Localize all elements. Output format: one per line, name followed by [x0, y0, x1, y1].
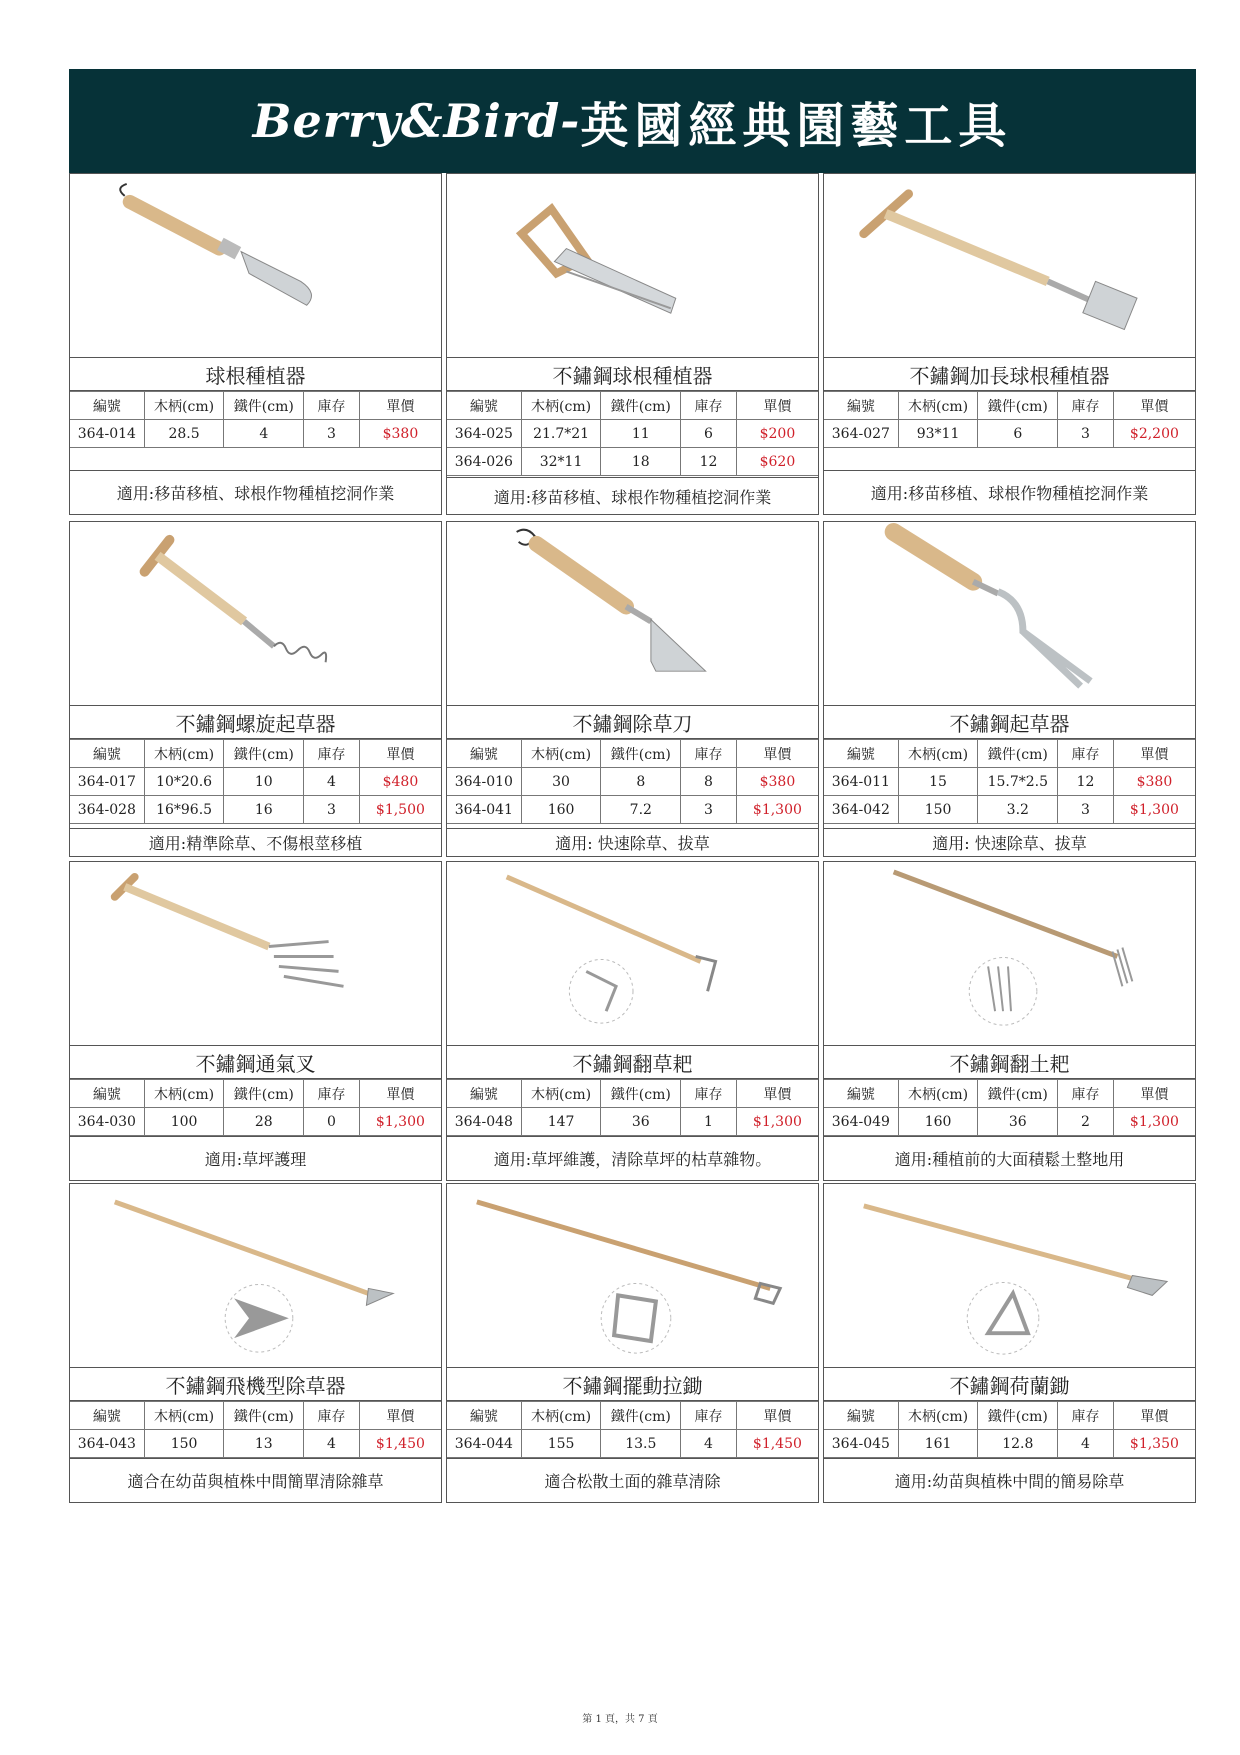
- product-card: [823, 1183, 1196, 1503]
- cell-iron: 4: [224, 420, 304, 448]
- product-title: 不鏽鋼通氣叉: [70, 1046, 441, 1079]
- column-header: 木柄(cm): [521, 1402, 601, 1430]
- usage-note: 適用: 快速除草、拔草: [824, 828, 1195, 856]
- usage-note: 適用:種植前的大面積鬆土整地用: [824, 1136, 1195, 1180]
- column-header: 單價: [1113, 740, 1195, 768]
- column-header: 單價: [359, 1080, 441, 1108]
- cell-wood: 161: [898, 1430, 978, 1458]
- cell-wood: 100: [144, 1108, 224, 1136]
- table-row: [447, 796, 818, 824]
- spec-table: [824, 1079, 1195, 1136]
- product-card: [446, 861, 819, 1181]
- column-header: 庫存: [304, 1080, 360, 1108]
- column-header: 庫存: [304, 1402, 360, 1430]
- cell-stock: 3: [1058, 796, 1114, 824]
- cell-stock: 8: [681, 768, 737, 796]
- column-header: 鐵件(cm): [978, 1402, 1058, 1430]
- column-header: 鐵件(cm): [224, 392, 304, 420]
- cell-code: 364-045: [824, 1430, 898, 1458]
- column-header: 鐵件(cm): [601, 392, 681, 420]
- cell-wood: 147: [521, 1108, 601, 1136]
- cell-price: $1,450: [736, 1430, 818, 1458]
- cell-iron: 8: [601, 768, 681, 796]
- brand-logo: Berry&Bird-: [252, 94, 581, 148]
- cell-iron: 6: [978, 420, 1058, 448]
- cell-code: 364-011: [824, 768, 898, 796]
- usage-note: 適用:幼苗與植株中間的簡易除草: [824, 1458, 1195, 1502]
- column-header: 編號: [70, 392, 144, 420]
- column-header: 木柄(cm): [898, 1080, 978, 1108]
- product-title: 不鏽鋼加長球根種植器: [824, 358, 1195, 391]
- cell-iron: 13.5: [601, 1430, 681, 1458]
- spec-table: [824, 1401, 1195, 1458]
- cell-iron: 18: [601, 448, 681, 476]
- cell-stock: 3: [681, 796, 737, 824]
- usage-note: 適用:移苗移植、球根作物種植挖洞作業: [824, 470, 1195, 514]
- cell-iron: 10: [224, 768, 304, 796]
- cell-code: 364-010: [447, 768, 521, 796]
- cell-stock: 1: [681, 1108, 737, 1136]
- column-header: 編號: [70, 1402, 144, 1430]
- column-header: 木柄(cm): [521, 1080, 601, 1108]
- table-row: [447, 448, 818, 476]
- product-title: 不鏽鋼螺旋起草器: [70, 706, 441, 739]
- cell-wood: 93*11: [898, 420, 978, 448]
- usage-note: 適用:草坪護理: [70, 1136, 441, 1180]
- cell-wood: 30: [521, 768, 601, 796]
- column-header: 鐵件(cm): [978, 740, 1058, 768]
- cell-stock: 12: [681, 448, 737, 476]
- cell-iron: 7.2: [601, 796, 681, 824]
- cell-wood: 150: [144, 1430, 224, 1458]
- cell-stock: 4: [1058, 1430, 1114, 1458]
- cell-stock: 6: [681, 420, 737, 448]
- spec-table: [824, 739, 1195, 824]
- cell-code: 364-025: [447, 420, 521, 448]
- column-header: 鐵件(cm): [978, 392, 1058, 420]
- cell-wood: 28.5: [144, 420, 224, 448]
- column-header: 編號: [447, 1080, 521, 1108]
- cell-wood: 10*20.6: [144, 768, 224, 796]
- cell-code: 364-030: [70, 1108, 144, 1136]
- product-card: [69, 173, 442, 515]
- cell-price: $1,300: [1113, 1108, 1195, 1136]
- cell-price: $200: [736, 420, 818, 448]
- column-header: 庫存: [304, 740, 360, 768]
- cell-code: 364-048: [447, 1108, 521, 1136]
- cell-stock: 4: [681, 1430, 737, 1458]
- cell-code: 364-042: [824, 796, 898, 824]
- product-image: [447, 522, 818, 706]
- cell-stock: 0: [304, 1108, 360, 1136]
- cell-code: 364-044: [447, 1430, 521, 1458]
- cell-price: $1,300: [736, 1108, 818, 1136]
- column-header: 編號: [824, 740, 898, 768]
- cell-price: $380: [359, 420, 441, 448]
- product-row: [69, 521, 1196, 857]
- cell-iron: 16: [224, 796, 304, 824]
- cell-wood: 21.7*21: [521, 420, 601, 448]
- column-header: 鐵件(cm): [978, 1080, 1058, 1108]
- page-number: 第 1 頁，共 7 頁: [582, 1714, 658, 1725]
- spec-table: [70, 391, 441, 448]
- usage-note: 適合在幼苗與植株中間簡單清除雜草: [70, 1458, 441, 1502]
- cell-wood: 16*96.5: [144, 796, 224, 824]
- product-card: [823, 521, 1196, 857]
- product-row: [69, 861, 1196, 1181]
- product-row: [69, 1183, 1196, 1503]
- cell-wood: 160: [898, 1108, 978, 1136]
- column-header: 編號: [447, 1402, 521, 1430]
- column-header: 單價: [359, 740, 441, 768]
- cell-iron: 28: [224, 1108, 304, 1136]
- column-header: 單價: [1113, 1402, 1195, 1430]
- column-header: 庫存: [1058, 740, 1114, 768]
- usage-note: 適合松散土面的雜草清除: [447, 1458, 818, 1502]
- column-header: 庫存: [1058, 392, 1114, 420]
- table-row: [824, 1108, 1195, 1136]
- column-header: 單價: [736, 740, 818, 768]
- product-image: [70, 862, 441, 1046]
- table-row: [824, 420, 1195, 448]
- product-image: [70, 1184, 441, 1368]
- product-title: 不鏽鋼球根種植器: [447, 358, 818, 391]
- column-header: 單價: [736, 392, 818, 420]
- usage-note: 適用:精準除草、不傷根莖移植: [70, 828, 441, 856]
- spec-table: [824, 391, 1195, 448]
- cell-code: 364-027: [824, 420, 898, 448]
- cell-iron: 13: [224, 1430, 304, 1458]
- table-row: [70, 420, 441, 448]
- table-row: [70, 796, 441, 824]
- column-header: 編號: [70, 740, 144, 768]
- spec-table: [447, 739, 818, 824]
- column-header: 庫存: [681, 392, 737, 420]
- table-row: [447, 420, 818, 448]
- column-header: 單價: [359, 1402, 441, 1430]
- usage-note: 適用:草坪維護，清除草坪的枯草雜物。: [447, 1136, 818, 1180]
- cell-stock: 4: [304, 1430, 360, 1458]
- column-header: 鐵件(cm): [224, 1402, 304, 1430]
- cell-price: $480: [359, 768, 441, 796]
- product-title: 不鏽鋼荷蘭鋤: [824, 1368, 1195, 1401]
- cell-code: 364-014: [70, 420, 144, 448]
- product-card: [823, 861, 1196, 1181]
- cell-stock: 3: [304, 796, 360, 824]
- cell-wood: 160: [521, 796, 601, 824]
- cell-code: 364-043: [70, 1430, 144, 1458]
- product-title: 不鏽鋼翻土耙: [824, 1046, 1195, 1079]
- column-header: 鐵件(cm): [601, 1080, 681, 1108]
- product-card: [69, 1183, 442, 1503]
- spec-table: [447, 1401, 818, 1458]
- cell-price: $620: [736, 448, 818, 476]
- product-title: 不鏽鋼翻草耙: [447, 1046, 818, 1079]
- product-card: [446, 521, 819, 857]
- cell-code: 364-041: [447, 796, 521, 824]
- column-header: 鐵件(cm): [224, 1080, 304, 1108]
- column-header: 單價: [359, 392, 441, 420]
- cell-wood: 32*11: [521, 448, 601, 476]
- usage-note: 適用:移苗移植、球根作物種植挖洞作業: [70, 470, 441, 514]
- column-header: 木柄(cm): [521, 740, 601, 768]
- cell-stock: 3: [1058, 420, 1114, 448]
- spec-table: [70, 1401, 441, 1458]
- table-row: [824, 796, 1195, 824]
- column-header: 單價: [736, 1402, 818, 1430]
- cell-stock: 12: [1058, 768, 1114, 796]
- column-header: 木柄(cm): [144, 1402, 224, 1430]
- column-header: 鐵件(cm): [601, 1402, 681, 1430]
- product-card: [446, 1183, 819, 1503]
- cell-stock: 3: [304, 420, 360, 448]
- table-row: [70, 1430, 441, 1458]
- cell-code: 364-049: [824, 1108, 898, 1136]
- cell-wood: 150: [898, 796, 978, 824]
- table-row: [70, 1108, 441, 1136]
- spec-table: [70, 1079, 441, 1136]
- product-title: 不鏽鋼起草器: [824, 706, 1195, 739]
- column-header: 庫存: [681, 1402, 737, 1430]
- column-header: 木柄(cm): [898, 392, 978, 420]
- table-row: [447, 1108, 818, 1136]
- column-header: 編號: [447, 740, 521, 768]
- header-banner: [69, 69, 1196, 173]
- usage-note: 適用:移苗移植、球根作物種植挖洞作業: [447, 477, 818, 514]
- table-row: [447, 1430, 818, 1458]
- product-title: 不鏽鋼擺動拉鋤: [447, 1368, 818, 1401]
- cell-iron: 12.8: [978, 1430, 1058, 1458]
- cell-iron: 15.7*2.5: [978, 768, 1058, 796]
- column-header: 單價: [1113, 1080, 1195, 1108]
- column-header: 木柄(cm): [898, 740, 978, 768]
- product-card: [823, 173, 1196, 515]
- product-card: [446, 173, 819, 515]
- product-title: 不鏽鋼飛機型除草器: [70, 1368, 441, 1401]
- column-header: 編號: [824, 1402, 898, 1430]
- column-header: 木柄(cm): [144, 1080, 224, 1108]
- column-header: 鐵件(cm): [224, 740, 304, 768]
- product-image: [447, 174, 818, 358]
- column-header: 庫存: [1058, 1080, 1114, 1108]
- product-image: [824, 1184, 1195, 1368]
- product-image: [447, 1184, 818, 1368]
- column-header: 庫存: [1058, 1402, 1114, 1430]
- column-header: 木柄(cm): [144, 740, 224, 768]
- cell-price: $380: [1113, 768, 1195, 796]
- column-header: 編號: [824, 1080, 898, 1108]
- cell-code: 364-028: [70, 796, 144, 824]
- column-header: 木柄(cm): [898, 1402, 978, 1430]
- cell-price: $1,350: [1113, 1430, 1195, 1458]
- product-image: [824, 862, 1195, 1046]
- cell-wood: 15: [898, 768, 978, 796]
- product-image: [70, 522, 441, 706]
- cell-code: 364-017: [70, 768, 144, 796]
- cell-price: $1,500: [359, 796, 441, 824]
- cell-iron: 36: [978, 1108, 1058, 1136]
- product-card: [69, 521, 442, 857]
- cell-code: 364-026: [447, 448, 521, 476]
- cell-price: $1,300: [1113, 796, 1195, 824]
- cell-iron: 36: [601, 1108, 681, 1136]
- cell-price: $2,200: [1113, 420, 1195, 448]
- table-row: [824, 768, 1195, 796]
- cell-price: $1,450: [359, 1430, 441, 1458]
- product-image: [824, 522, 1195, 706]
- usage-note: 適用: 快速除草、拔草: [447, 828, 818, 856]
- table-row: [70, 768, 441, 796]
- spec-table: [447, 391, 818, 476]
- cell-stock: 4: [304, 768, 360, 796]
- column-header: 編號: [447, 392, 521, 420]
- column-header: 單價: [1113, 392, 1195, 420]
- page-title: 英國經典園藝工具: [580, 97, 1013, 154]
- column-header: 木柄(cm): [521, 392, 601, 420]
- product-row: [69, 173, 1196, 515]
- column-header: 編號: [70, 1080, 144, 1108]
- cell-iron: 3.2: [978, 796, 1058, 824]
- product-image: [447, 862, 818, 1046]
- column-header: 庫存: [304, 392, 360, 420]
- column-header: 鐵件(cm): [601, 740, 681, 768]
- cell-wood: 155: [521, 1430, 601, 1458]
- column-header: 庫存: [681, 740, 737, 768]
- product-title: 不鏽鋼除草刀: [447, 706, 818, 739]
- spec-table: [70, 739, 441, 824]
- cell-price: $1,300: [359, 1108, 441, 1136]
- table-row: [824, 1430, 1195, 1458]
- product-card: [69, 861, 442, 1181]
- column-header: 庫存: [681, 1080, 737, 1108]
- cell-price: $1,300: [736, 796, 818, 824]
- column-header: 單價: [736, 1080, 818, 1108]
- table-row: [447, 768, 818, 796]
- spec-table: [447, 1079, 818, 1136]
- cell-stock: 2: [1058, 1108, 1114, 1136]
- product-image: [824, 174, 1195, 358]
- column-header: 木柄(cm): [144, 392, 224, 420]
- cell-price: $380: [736, 768, 818, 796]
- product-image: [70, 174, 441, 358]
- cell-iron: 11: [601, 420, 681, 448]
- column-header: 編號: [824, 392, 898, 420]
- product-title: 球根種植器: [70, 358, 441, 391]
